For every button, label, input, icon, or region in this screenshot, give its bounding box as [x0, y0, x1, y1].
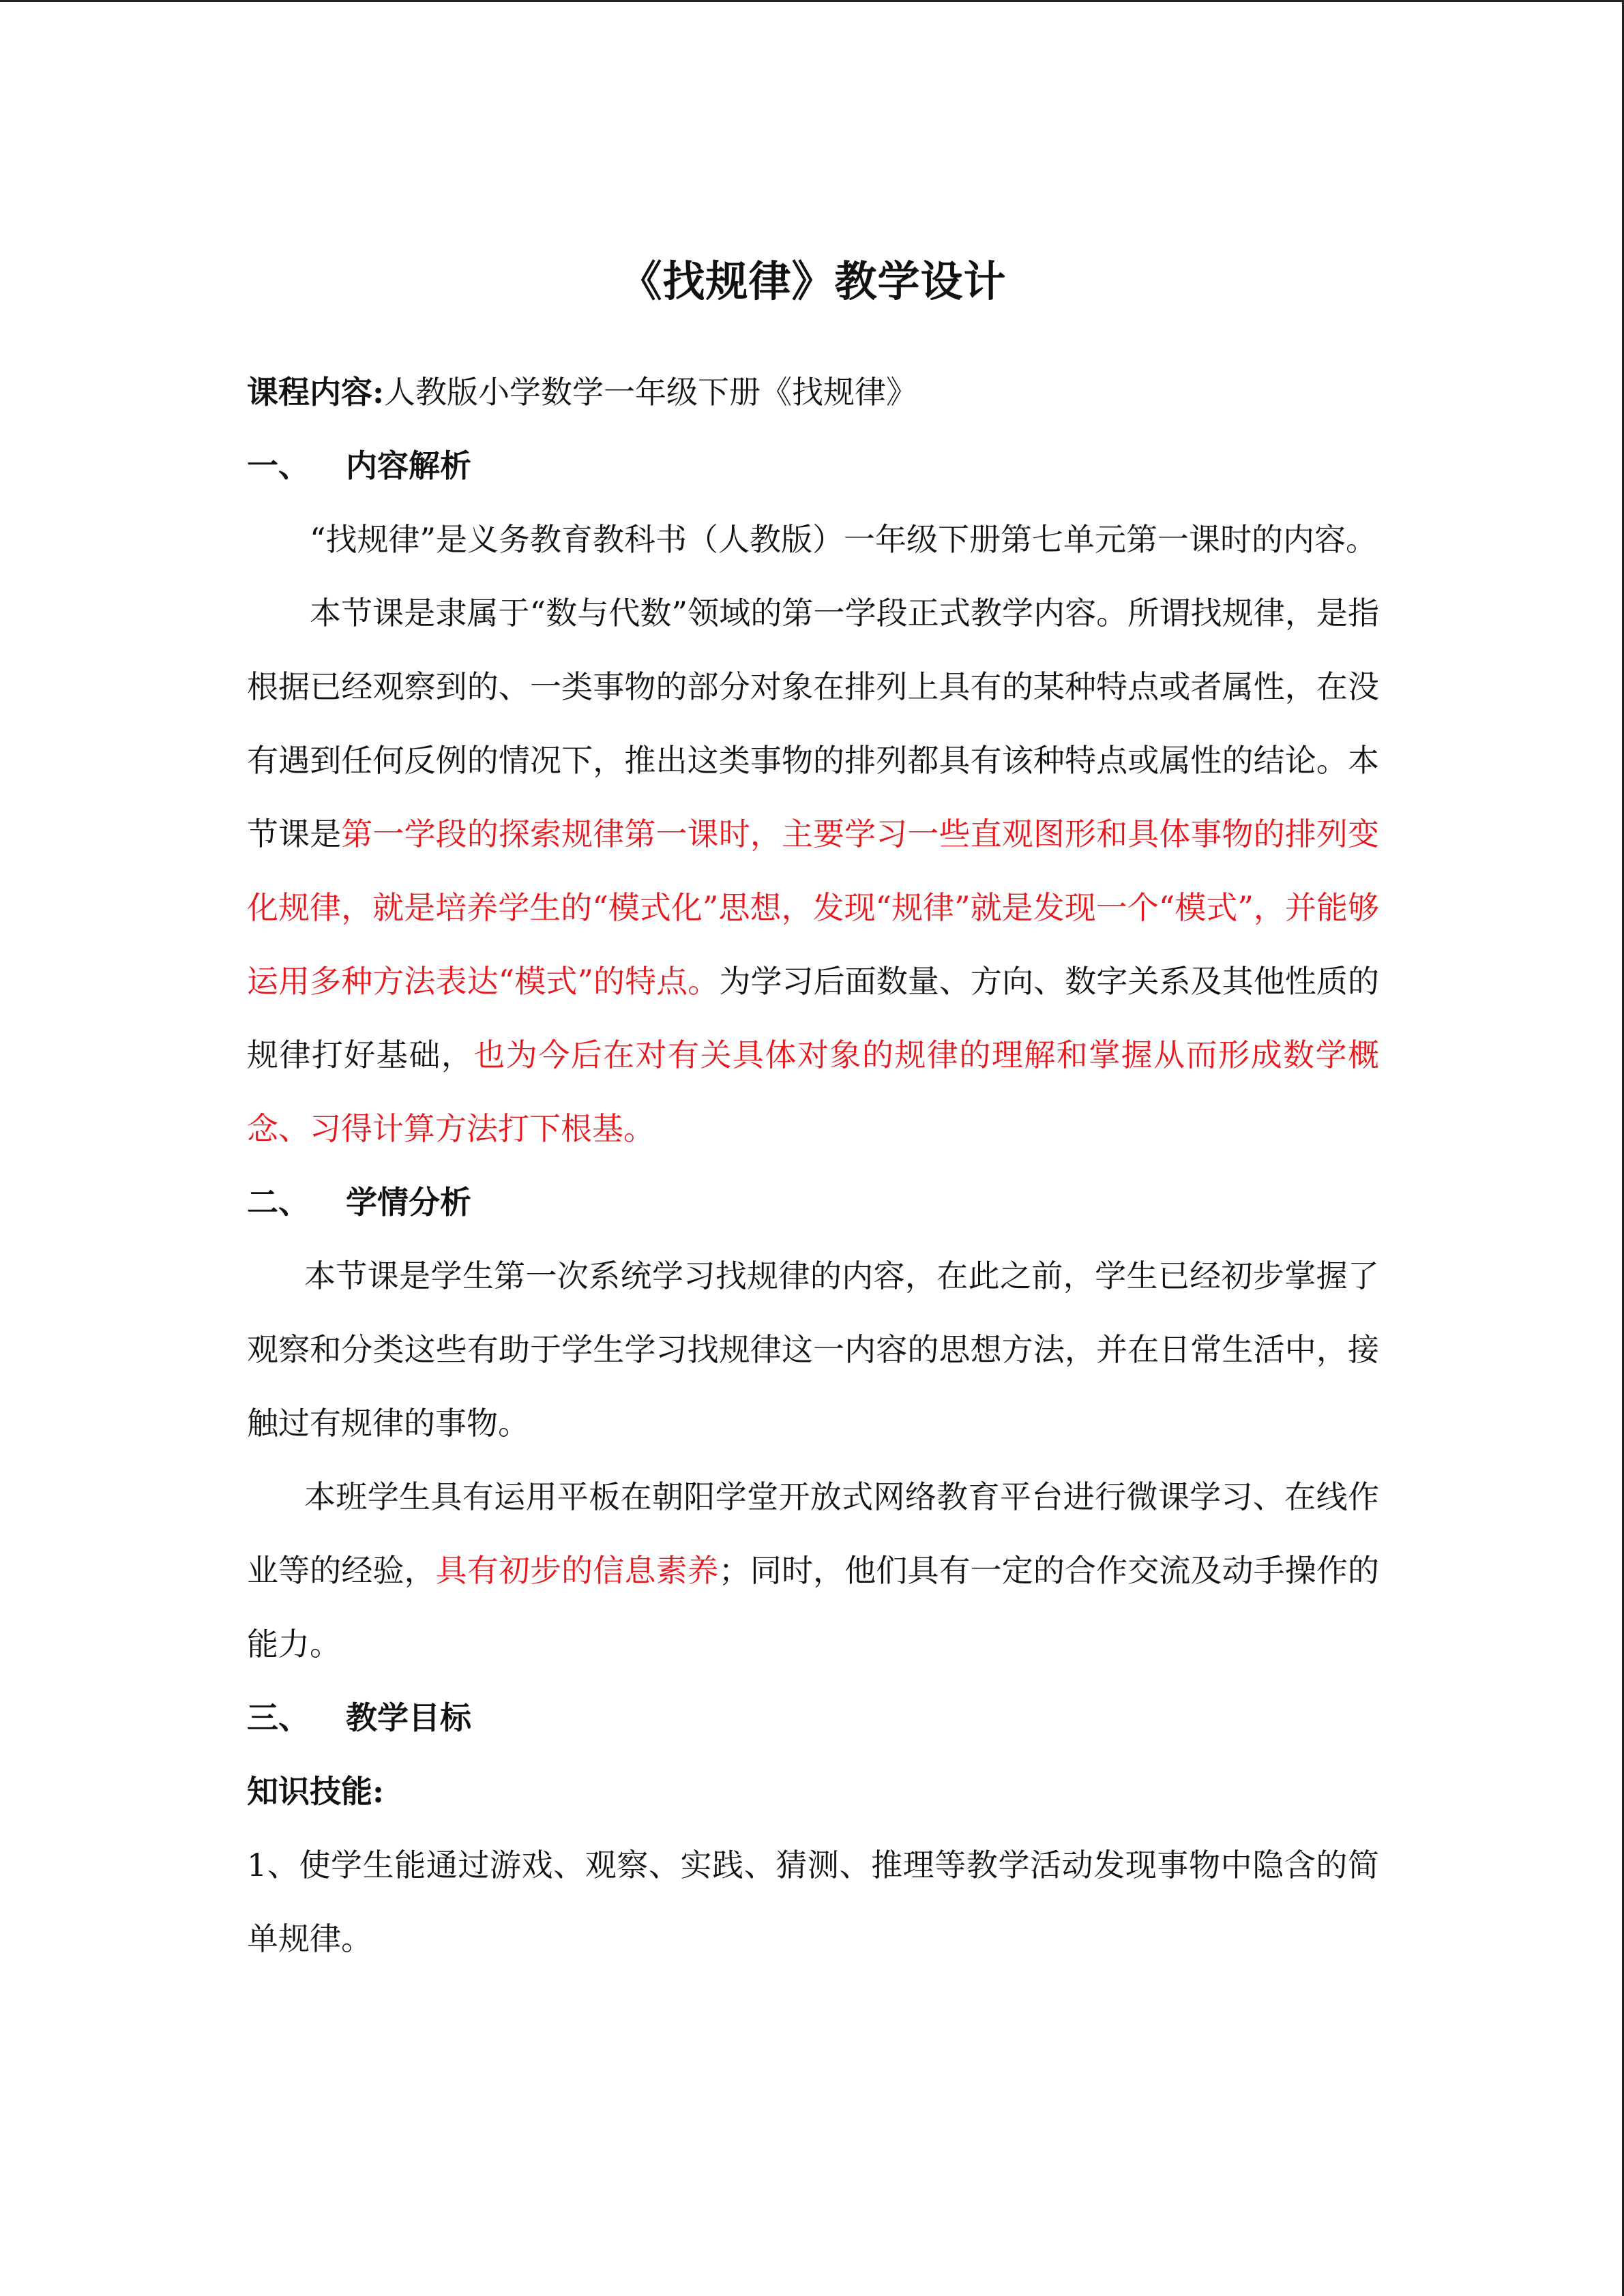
course-line [247, 355, 1379, 429]
course-value: 人教版小学数学一年级下册《找规律》 [383, 374, 917, 411]
paragraph-text: 为学习后面数量、方向、数字关系及其他性质的规律打好基础， [247, 963, 1379, 1073]
document-body [247, 248, 1379, 1976]
paragraph-class-abilities [247, 1460, 1379, 1681]
document-title: 《找规律》教学设计 [619, 256, 1007, 306]
section-number: 二、 [247, 1184, 310, 1221]
knowledge-skills-label: 知识技能: [247, 1773, 384, 1810]
highlighted-text: 具有初步的信息素养 [435, 1552, 719, 1589]
section-title: 学情分析 [346, 1184, 471, 1221]
paragraph-text: 本班学生具有运用平板在朝阳学堂开放式网络教育平台进行微课学习、在线作业等的经验， [247, 1478, 1379, 1589]
section-title: 内容解析 [346, 447, 471, 484]
paragraph-text: 本节课是隶属于“数与代数”领域的第一学段正式教学内容。所谓找规律，是指根据已经观察到的、一类事物的部分对象在排列上具有的某种特点或者属性，在没有遇到任何反例的情况下，推出这类事物的排列都具有该种特点或属性的结论。本节课是 [247, 595, 1379, 852]
highlighted-text: 第一学段的探索规律第一课时，主要学习一些直观图形和具体事物的排列变化规律，就是培养学生的“模式化”思想，发现“规律”就是发现一个“模式”，并能够运用多种方法表达“模式”的特点。 [247, 816, 1380, 1000]
highlighted-text: 也为今后在对有关具体对象的规律的理解和掌握从而形成数学概念、习得计算方法打下根基。 [247, 1037, 1380, 1147]
paragraph-student-analysis: 本节课是学生第一次系统学习找规律的内容，在此之前，学生已经初步掌握了观察和分类这些有助于学生学习找规律这一内容的思想方法，并在日常生活中，接触过有规律的事物。 [247, 1257, 1379, 1442]
section-heading-1 [247, 429, 1379, 503]
section-heading-2 [247, 1165, 1379, 1239]
paragraph-content-intro: “找规律”是义务教育教科书（人教版）一年级下册第七单元第一课时的内容。 [310, 521, 1378, 558]
objective-item-1: 1、使学生能通过游戏、观察、实践、猜测、推理等教学活动发现事物中隐含的简单规律。 [247, 1847, 1379, 1957]
section-title: 教学目标 [346, 1699, 471, 1736]
section-heading-3 [247, 1681, 1379, 1755]
course-label: 课程内容: [247, 374, 384, 411]
section-number: 一、 [247, 447, 310, 484]
paragraph-text: ；同时，他们具有一定的合作交流及动手操作的能力。 [247, 1552, 1380, 1663]
section-number: 三、 [247, 1699, 310, 1736]
paragraph-content-analysis [247, 576, 1379, 1165]
